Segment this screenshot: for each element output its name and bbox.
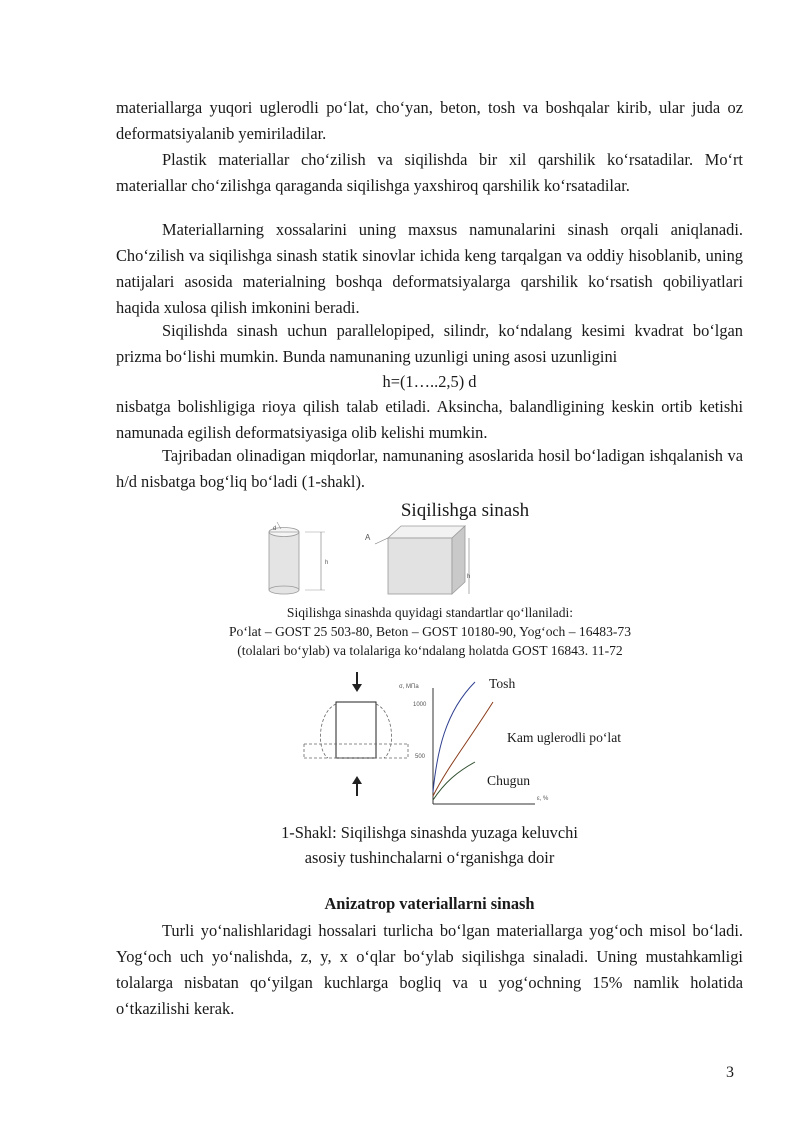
paragraph-3: Materiallarning xossalarini uning maxsus namunalarini sinash orqali aniqlanadi. Cho‘zilish va siqilishga sinash statik sinovlar ichida keng tarqalgan va oddiy hisoblanib, uning natijalari asosida materialning boshqa deformatsiyalarga qarshilik ko‘rsatish qobiliyatlari haqida xulosa qilish imkonini beradi. <box>116 220 743 317</box>
standards-line-3: (tolalari bo‘ylab) va tolalariga ko‘ndalang holatda GOST 16843. 11-72 <box>237 643 623 658</box>
compression-specimen-sketch <box>300 664 410 804</box>
down-arrow-icon <box>352 672 362 692</box>
curve-label-tosh: Tosh <box>489 676 516 691</box>
figure-caption-line-2: asosiy tushinchalarni o‘rganishga doir <box>304 848 555 867</box>
y-axis-label: σ, МПа <box>399 684 419 690</box>
curve-chugun <box>433 762 475 800</box>
cube-specimen-icon <box>375 526 469 594</box>
paragraph-2: Plastik materiallar cho‘zilish va siqilishda bir xil qarshilik ko‘rsatadilar. Mo‘rt materiallar cho‘zilishga qaraganda siqilishga yaxshiroq qarshilik ko‘rsatadilar. <box>116 150 743 195</box>
tick-label-mid: 500 <box>415 754 426 760</box>
section-heading: Anizatrop vateriallarni sinash <box>324 894 535 913</box>
up-arrow-icon <box>352 776 362 796</box>
figure-caption-line-1: 1-Shakl: Siqilishga sinashda yuzaga keluvchi <box>281 823 578 842</box>
paragraph-1: materiallarga yuqori uglerodli po‘lat, cho‘yan, beton, tosh va boshqalar kirib, ular juda oz deformatsiyalanib yemiriladilar. <box>116 98 743 143</box>
cylinder-d-label: d <box>273 526 277 532</box>
x-axis-label: ε, % <box>537 796 549 802</box>
standards-line-1: Siqilishga sinashda quyidagi standartlar qo‘llaniladi: <box>286 605 574 620</box>
paragraph-4: Siqilishda sinash uchun parallelopiped, silindr, ko‘ndalang kesimi kvadrat bo‘lgan prizma bo‘lishi mumkin. Bunda namunaning uzunligi uning asosi uzunligini <box>116 321 743 366</box>
curve-steel <box>433 702 493 796</box>
curve-label-chugun: Chugun <box>487 773 531 788</box>
cylinder-specimen-icon <box>269 522 325 594</box>
specimen-drawings <box>255 520 485 598</box>
paragraph-7: Turli yo‘nalishlaridagi hossalari turlicha bo‘lgan materiallarga yog‘och misol bo‘ladi. Yog‘och uch yo‘nalishda, z, y, x o‘qlar bo‘ylab siqilishga sinaladi. Uning mustahkamligi tolalarga nisbatan qo‘yilgan kuchlarga bogliq va u yog‘ochning 15% namlik holatida o‘tkazilishi kerak. <box>116 921 743 1018</box>
figure-title: Siqilishga sinash <box>400 500 530 521</box>
tick-label-top: 1000 <box>413 702 427 708</box>
cube-A-label: A <box>365 533 371 542</box>
formula: h=(1…..2,5) d <box>382 372 477 391</box>
page-number: 3 <box>726 1064 734 1081</box>
cube-h-label: h <box>467 574 471 580</box>
paragraph-6: Tajribadan olinadigan miqdorlar, namunaning asoslarida hosil bo‘ladigan ishqalanish va h/d nisbatga bog‘liq bo‘ladi (1-shakl). <box>116 446 743 491</box>
cylinder-h-label: h <box>325 560 329 566</box>
standards-line-2: Po‘lat – GOST 25 503-80, Beton – GOST 10180-90, Yog‘och – 16483-73 <box>228 624 632 639</box>
curve-label-steel: Kam uglerodli po‘lat <box>507 730 622 745</box>
paragraph-5: nisbatga bolishligiga rioya qilish talab etiladi. Aksincha, balandligining keskin ortib ketishi namunada egilish deformatsiyasiga olib kelishi mumkin. <box>116 397 743 442</box>
